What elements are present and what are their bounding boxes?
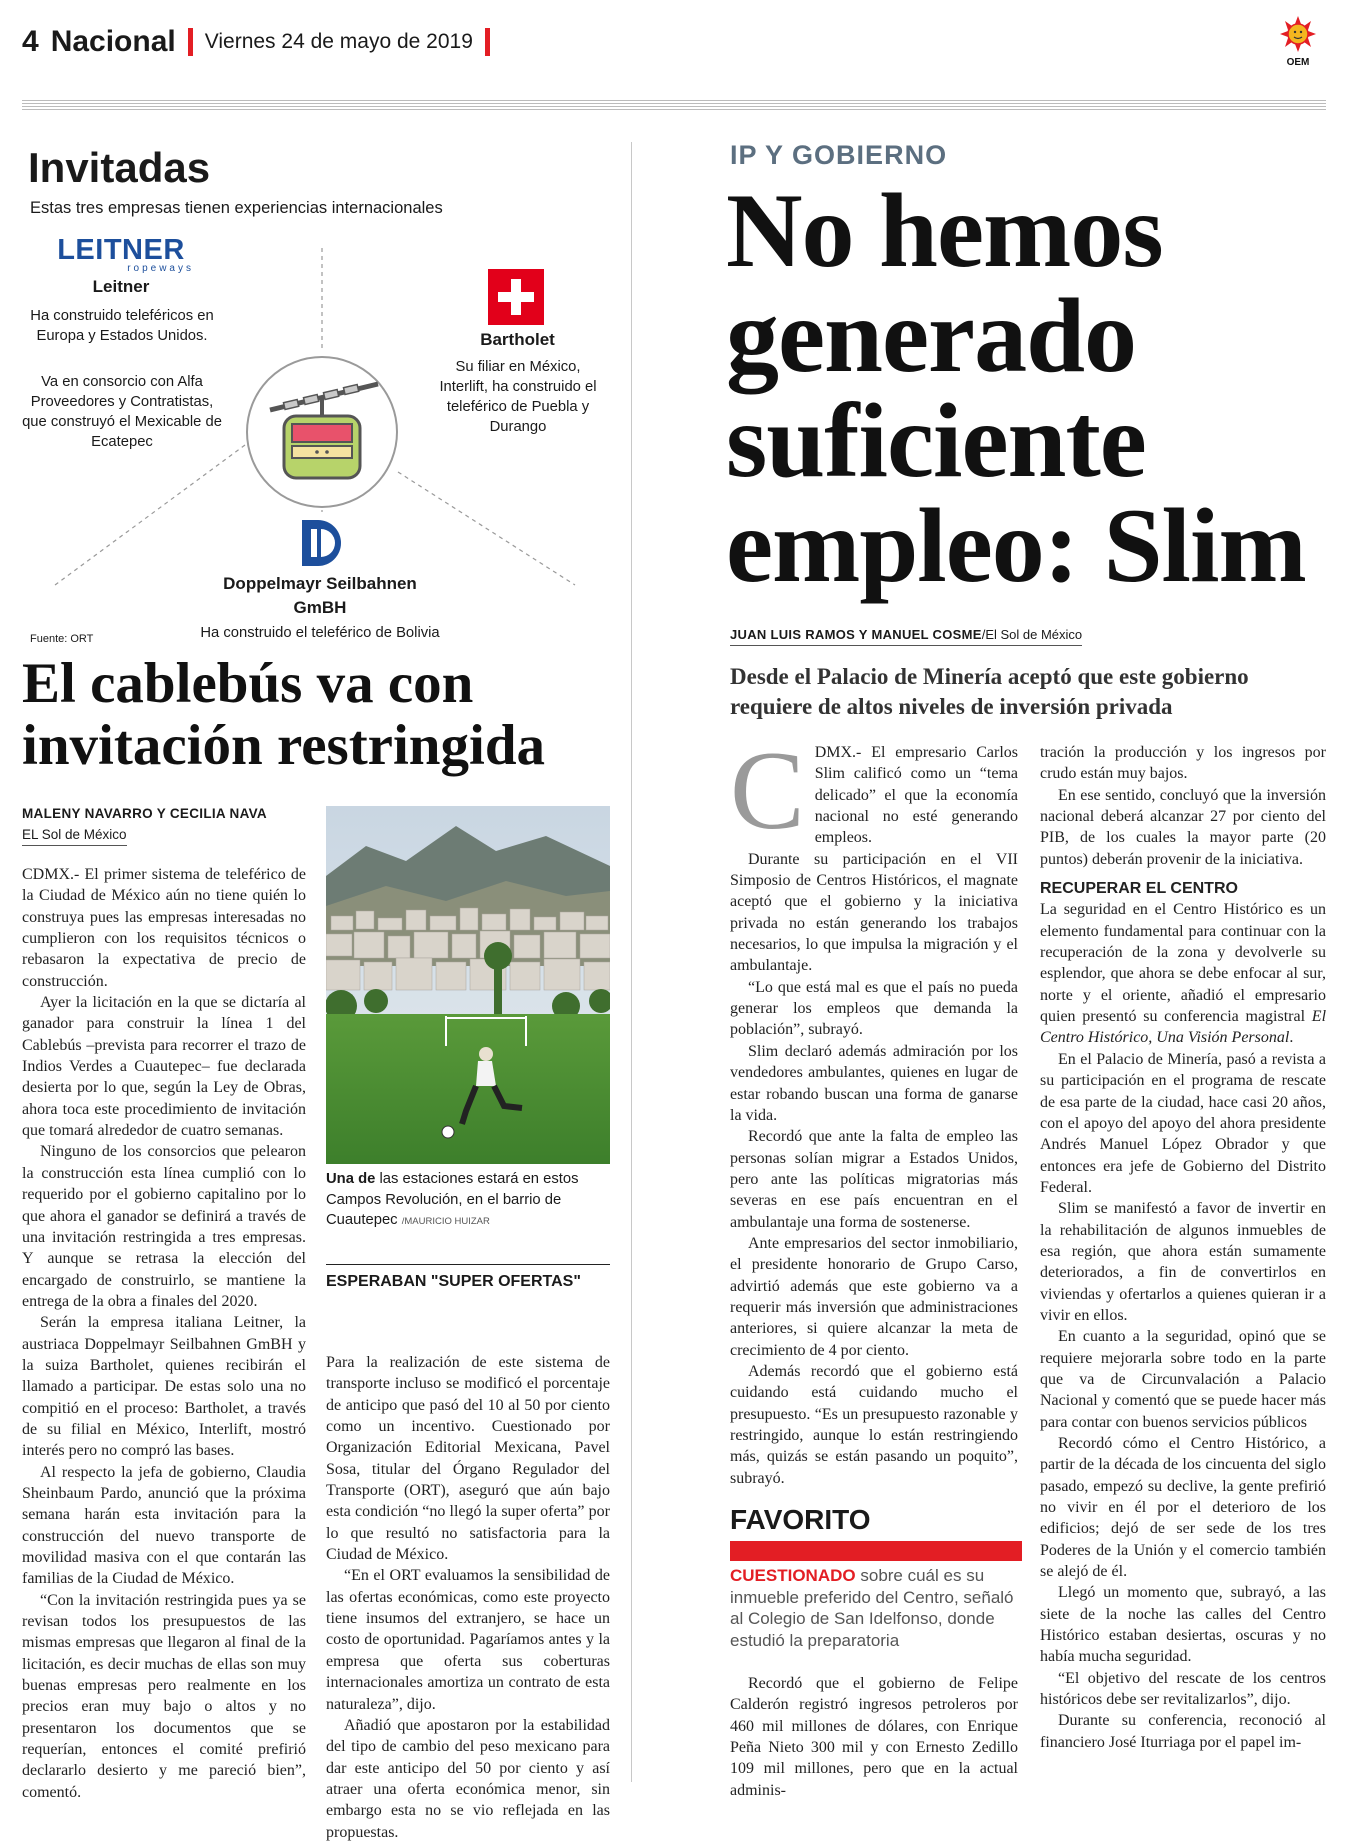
svg-text:OEM: OEM bbox=[1286, 57, 1310, 68]
paragraph: tración la producción y los ingresos por crudo están muy bajos. bbox=[1040, 744, 1326, 783]
favorito-body: sobre cuál es su inmueble preferido del Centro, señaló al Colegio de San Idelfonso, donde estudió la preparatoria bbox=[730, 1566, 1014, 1650]
paragraph: Ante empresarios del sector inmobiliario, el presidente honorario de Grupo Carso, advirtió además que este gobierno va a requerir más inversión que administraciones anteriores, si quiere alcanzar la meta de crecimiento de 4 por ciento. bbox=[730, 1234, 1018, 1359]
right-deck: Desde el Palacio de Minería aceptó que este gobierno requiere de altos niveles de inversión privada bbox=[730, 664, 1249, 719]
paragraph: Recordó cómo el Centro Histórico, a partir de la década de los cincuenta del siglo pasado, empezó su declive, la gente prefirió no vivir en él por el deterioro de los edificios; dejó de ser sede de los tres Poderes de la Unión y el comercio también se alejó de él. bbox=[1040, 1435, 1326, 1581]
oem-logo bbox=[1278, 16, 1318, 68]
bartholet-text: Su filiar en México, Interlift, ha construido el teleférico de Puebla y Durango bbox=[439, 359, 597, 435]
paragraph: En ese sentido, concluyó que la inversión nacional deberá alcanzar 27 por ciento del PIB, de los cuales la mayor parte (20 puntos) deberán provenir de la iniciativa. bbox=[1040, 786, 1326, 868]
paragraph: Durante su conferencia, reconoció al financiero José Iturriaga por el papel im- bbox=[1040, 1712, 1326, 1751]
paragraph: Llegó un momento que, subrayó, a las siete de la noche las calles del Centro Histórico estaban desiertas, oscuras y no había mucha seguridad. bbox=[1040, 1584, 1326, 1666]
book-title: El Centro Histórico, Una Visión Personal bbox=[1040, 1008, 1327, 1047]
left-article-column-2 bbox=[326, 1352, 610, 1843]
sun-logo-icon bbox=[1278, 16, 1318, 68]
right-byline bbox=[730, 627, 1082, 646]
photo-credit: /MAURICIO HUIZAR bbox=[401, 1216, 490, 1227]
infographic-subtitle: Estas tres empresas tienen experiencias internacionales bbox=[30, 199, 443, 217]
paragraph: CDMX.- El empresario Carlos Slim calificó como un “tema delicado” el que la economía nacional no esté generando empleos. bbox=[730, 729, 1018, 853]
bartholet-name: Bartholet bbox=[480, 330, 555, 349]
favorito-text bbox=[730, 1565, 1020, 1651]
paragraph: Para la realización de este sistema de transporte incluso se modificó el porcentaje de anticipo que pasó del 10 al 50 por ciento como un incentivo. Cuestionado por Organización Editorial Mexicana, Pavel Sosa, titular del Órgano Regulador del Transporte (ORT), aseguró que aún bajo esta condición “no llegó la super oferta” por lo que resultó no satisfactoria para la Ciudad de México. bbox=[326, 1354, 610, 1564]
right-byline-publication: /El Sol de México bbox=[981, 627, 1083, 642]
photo-caption-lead: Una de bbox=[326, 1171, 376, 1187]
paragraph: Al respecto la jefa de gobierno, Claudia Sheinbaum Pardo, anunció que la próxima semana harán esta invitación para la construcción del nuevo transporte de movilidad masiva con el que contarán las familias de la Ciudad de México. bbox=[22, 1463, 306, 1588]
infographic-source: Fuente: ORT bbox=[30, 633, 94, 645]
paragraph: Serán la empresa italiana Leitner, la austriaca Doppelmayr Seilbahnen GmBH y la suiza Bartholet, quienes recibirán el llamado a participar. De estas solo una no compitió en el proceso: Bartholet, a través de su filial en México, Interlift, mostró interés pero no compró las bases. bbox=[22, 1314, 306, 1460]
infographic-title: Invitadas bbox=[28, 144, 211, 191]
paragraph: Slim se manifestó a favor de invertir en la rehabilitación de algunos inmuebles de esa región, que ahora están sumamente deteriorados, a fin de convertirlos en viviendas y ofertarlos a quienes quieran ir a vivir en ellos. bbox=[1040, 1200, 1326, 1324]
right-byline-names: JUAN LUIS RAMOS Y MANUEL COSME bbox=[730, 627, 982, 642]
header-divider bbox=[485, 28, 490, 56]
paragraph: Recordó que el gobierno de Felipe Calderón registró ingresos petroleros por 460 mil millones de dólares, con Enrique Peña Nieto 300 mil y con Ernesto Zedillo 109 mil millones, pero que en la actual adminis- bbox=[730, 1675, 1018, 1799]
leitner-text-2: Va en consorcio con Alfa Proveedores y Contratistas, que construyó el Mexicable de Ecatepec bbox=[22, 374, 222, 450]
doppelmayr-name: Doppelmayr Seilbahnen GmBH bbox=[223, 574, 417, 617]
swiss-flag-icon bbox=[488, 269, 544, 325]
page-number: 4 bbox=[22, 25, 39, 58]
left-headline: El cablebús va con invitación restringida bbox=[22, 652, 546, 777]
favorito-title: FAVORITO bbox=[730, 1504, 871, 1535]
paragraph: Slim declaró además admiración por los vendedores ambulantes, quienes en lugar de estar robando buscan una forma de ganarse la vida. bbox=[730, 1042, 1018, 1124]
left-byline: MALENY NAVARRO Y CECILIA NAVA bbox=[22, 806, 267, 821]
paragraph: “Lo que está mal es que el país no pueda generar los empleos que demanda la población”, subrayó. bbox=[730, 978, 1018, 1039]
leitner-logo-word: LEITNER bbox=[57, 234, 185, 266]
paragraph: CDMX.- El primer sistema de teleférico de la Ciudad de México aún no tiene quién lo construya pues las empresas interesadas no cumplieron con los requisitos técnicos o rebasaron la expectativa de precio de construcción. bbox=[22, 866, 306, 990]
leitner-logo bbox=[46, 236, 196, 274]
paragraph: Además recordó que el gobierno está cuidando está cuidando mucho el presupuesto. “Es un presupuesto razonable y restringido, aunque lo están restringiendo más, quizás se están pasando un poquito”, subrayó. bbox=[730, 1362, 1018, 1487]
paragraph: “Con la invitación restringida pues ya se revisan todos los presupuestos de las mismas empresas que llegaron al final de la licitación, es decir muchas de ellas son muy buenas empresas pero realmente en los precios eran muy bajo o altos y no presentaron los documentos que se requerían, entonces el comité prefirió declararlo desierto y me pareció bien”, comentó. bbox=[22, 1591, 306, 1801]
favorito-lead: CUESTIONADO bbox=[730, 1566, 856, 1585]
right-article-column-1 bbox=[730, 729, 1018, 1489]
section-name: Nacional bbox=[50, 25, 176, 58]
campos-revolucion-photo bbox=[326, 806, 610, 1164]
photo-caption-text: las estaciones estará en estos Campos Revolución, en el barrio de Cuautepec bbox=[326, 1171, 579, 1228]
paragraph: Ninguno de los consorcios que pelearon la construcción esta línea cumplió con lo requerido por el gobierno capitalino por lo que ahora el ganador se definirá a través de una invitación restringida a tres empresas. Y aunque se retrasa la elección del encargado de construirlo, se mantiene la entrega de la obra a finales del 2020. bbox=[22, 1143, 306, 1310]
paragraph: “El objetivo del rescate de los centros históricos debe ser revitalizarlos”, dijo. bbox=[1040, 1669, 1326, 1709]
paragraph: En el Palacio de Minería, pasó a revista a su participación en el programa de rescate de esa parte de la ciudad, hace casi 20 años, con el apoyo del apoyo del ahora presidente Andrés Manuel López Obrador y que entonces era jefe de Gobierno del Distrito Federal. bbox=[1040, 1050, 1326, 1196]
left-publication: EL Sol de México bbox=[22, 827, 127, 846]
drop-cap: C bbox=[730, 729, 805, 853]
doppelmayr-text: Ha construido el teleférico de Bolivia bbox=[200, 625, 440, 641]
paragraph: Durante su participación en el VII Simposio de Centros Históricos, el magnate aceptó que el gobierno y la iniciativa privada no están generando los trabajos necesarios, lo que impulsa la migración y el ambulantaje. bbox=[730, 850, 1018, 975]
paragraph: “En el ORT evaluamos la sensibilidad de las ofertas económicas, como este proyecto tiene insumos del extranjero, se hace un costo de oportunidad. Pagaríamos antes y la empresa que oferta sus coberturas internacionales amortiza un contrato de esta naturaleza”, dijo. bbox=[326, 1567, 610, 1713]
paragraph: La seguridad en el Centro Histórico es un elemento fundamental para continuar con la recuperación de la zona y devolverle su esplendor, que ahora se debe enfocar al sur, norte y el oriente, añadió el empresario quien presentó su conferencia magistral El Centro Histórico, Una Visión Personal. bbox=[1040, 901, 1327, 1047]
right-article-column-2 bbox=[1040, 742, 1326, 1753]
right-kicker: IP Y GOBIERNO bbox=[730, 140, 948, 170]
paragraph: Recordó que ante la falta de empleo las personas solían migrar a Estados Unidos, pero ante las políticas migratorias más severas en ese país encuentran en el ambulantaje una forma de sostenerse. bbox=[730, 1128, 1018, 1231]
gondola-icon bbox=[244, 354, 400, 510]
header-divider bbox=[188, 28, 193, 56]
leitner-name: Leitner bbox=[92, 277, 150, 296]
left-subhead: ESPERABAN "SUPER OFERTAS" bbox=[326, 1264, 610, 1291]
column-divider bbox=[631, 142, 632, 1782]
doppelmayr-logo-icon bbox=[292, 514, 350, 572]
right-subhead: RECUPERAR EL CENTRO bbox=[1040, 880, 1238, 898]
leitner-text-1: Ha construido teleféricos en Europa y Estados Unidos. bbox=[30, 308, 214, 344]
paragraph: Ayer la licitación en la que se dictaría al ganador para construir la línea 1 del Cablebús –prevista para recorrer el trazo de Indios Verdes a Cuautepec– fue declarada desierta por lo que, según la Ley de Obras, ahora toca este procedimiento de invitación que tomará alrededor de cuatro semanas. bbox=[22, 994, 306, 1140]
header-rule bbox=[22, 100, 1326, 110]
leitner-logo-sub: ropeways bbox=[127, 263, 194, 274]
paragraph: Añadió que apostaron por la estabilidad del tipo de cambio del peso mexicano para dar este anticipo del 50 por ciento y así atraer una oferta económica menor, sin embargo esta no se vio reflejada en las propuestas. bbox=[326, 1716, 610, 1841]
left-article-column-1 bbox=[22, 864, 306, 1803]
paragraph: En cuanto a la seguridad, opinó que se requiere mejorarla sobre todo en la parte que va de Circunvalación a Palacio Nacional y comentó que se puede hacer más para contar con buenos servicios públicos bbox=[1040, 1328, 1326, 1431]
right-article-column-1-end bbox=[730, 1673, 1018, 1801]
favorito-bar bbox=[730, 1541, 1022, 1561]
photo-caption bbox=[326, 1169, 610, 1233]
right-headline: No hemos generado suficiente empleo: Slim bbox=[726, 172, 1306, 604]
page-header bbox=[22, 22, 490, 62]
issue-date: Viernes 24 de mayo de 2019 bbox=[204, 30, 473, 53]
